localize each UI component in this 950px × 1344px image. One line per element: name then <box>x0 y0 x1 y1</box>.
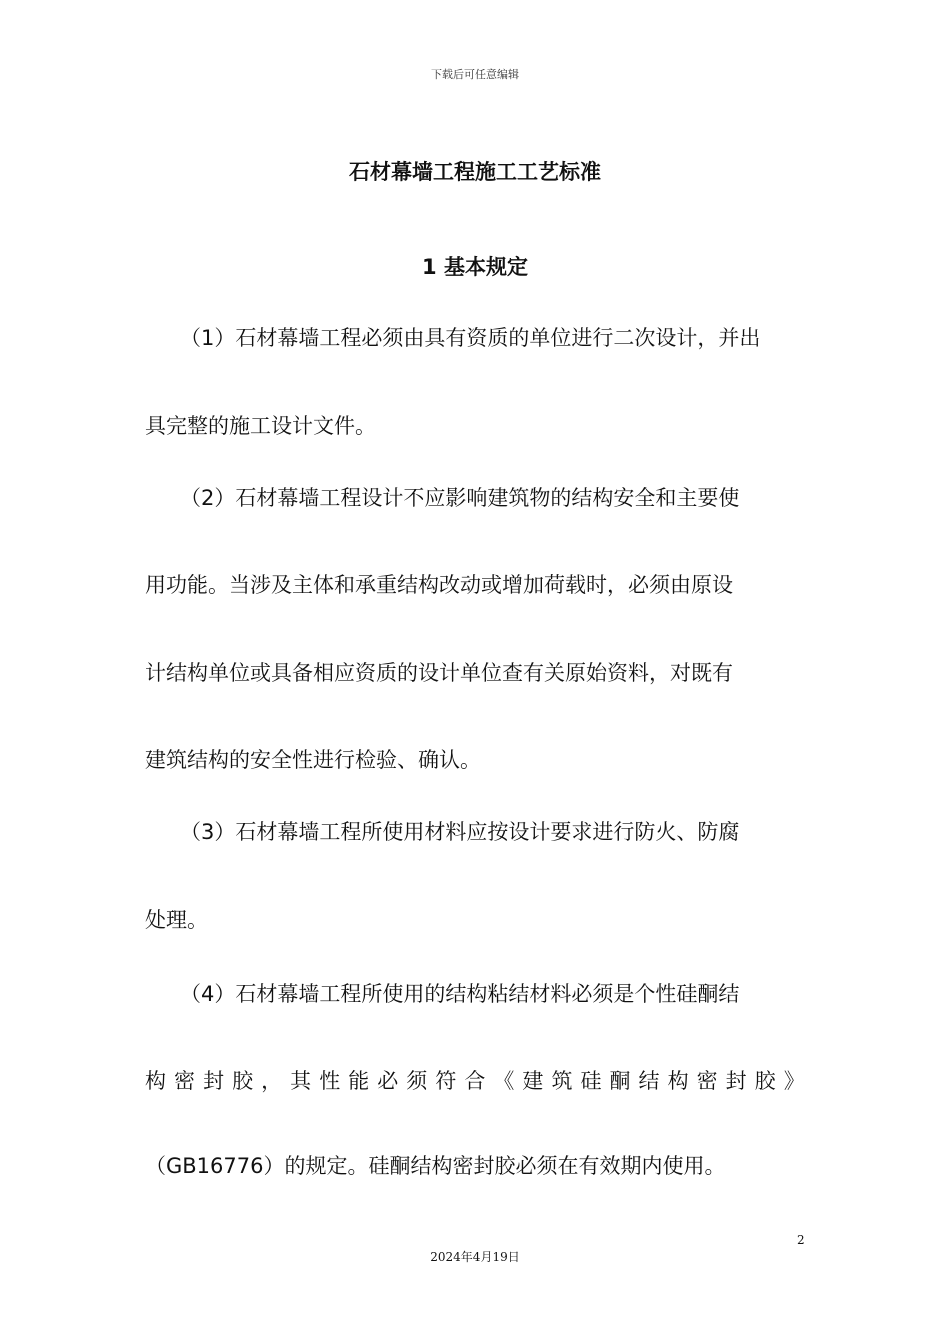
paragraph-line-7: （3）石材幕墙工程所使用材料应按设计要求进行防火、防腐 <box>180 820 740 844</box>
header-note: 下载后可任意编辑 <box>431 68 519 81</box>
paragraph-line-10: 构 密 封 胶 ， 其 性 能 必 须 符 合 《 建 筑 硅 酮 结 构 密 封 胶 》 <box>145 1069 805 1093</box>
paragraph-line-11: （GB16776）的规定。硅酮结构密封胶必须在有效期内使用。 <box>145 1154 726 1178</box>
paragraph-line-2: 具完整的施工设计文件。 <box>145 414 376 438</box>
paragraph-line-1: （1）石材幕墙工程必须由具有资质的单位进行二次设计，并出 <box>180 326 761 350</box>
footer-date: 2024年4月19日 <box>430 1250 520 1264</box>
paragraph-line-3: （2）石材幕墙工程设计不应影响建筑物的结构安全和主要使 <box>180 486 740 510</box>
page-number: 2 <box>797 1233 805 1247</box>
paragraph-line-6: 建筑结构的安全性进行检验、确认。 <box>145 748 481 772</box>
paragraph-line-8: 处理。 <box>145 908 208 932</box>
paragraph-line-4: 用功能。当涉及主体和承重结构改动或增加荷载时，必须由原设 <box>145 573 733 597</box>
document-title: 石材幕墙工程施工工艺标准 <box>349 160 601 184</box>
section-heading: 1 基本规定 <box>422 255 528 279</box>
paragraph-line-5: 计结构单位或具备相应资质的设计单位查有关原始资料，对既有 <box>145 661 733 685</box>
paragraph-line-9: （4）石材幕墙工程所使用的结构粘结材料必须是个性硅酮结 <box>180 982 740 1006</box>
